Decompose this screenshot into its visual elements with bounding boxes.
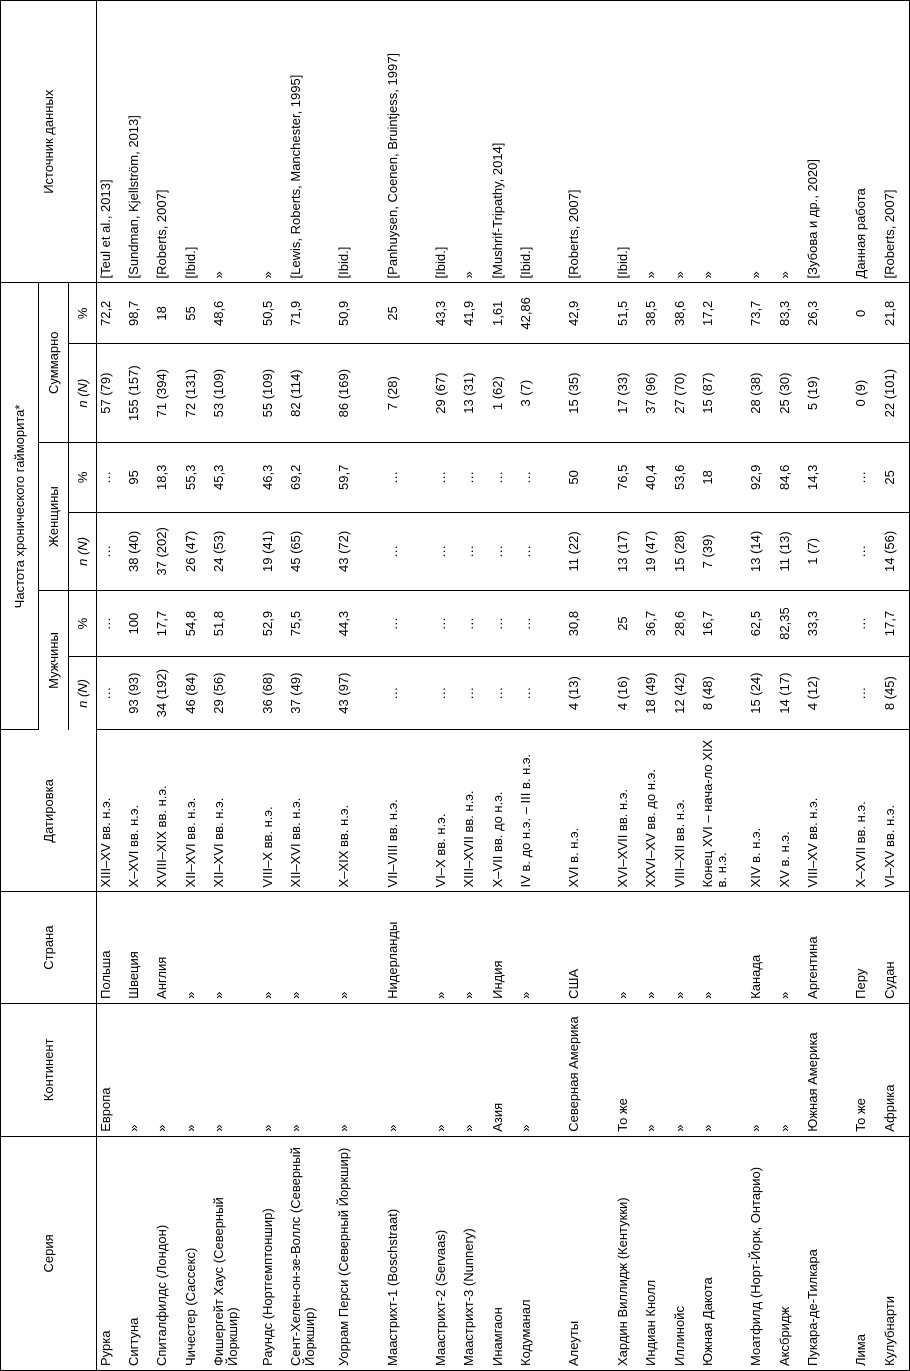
table-row: [881, 1, 910, 1371]
table-row: [153, 1, 181, 1371]
dating-cell: XIII–XV вв. н.э.: [97, 730, 125, 892]
women-n-cell: …: [517, 512, 565, 590]
men-n-cell: 29 (56): [210, 656, 258, 729]
total-pct-cell: 50,5: [259, 283, 287, 344]
country-cell: »: [460, 892, 488, 1003]
dating-cell: Конец XVI – нача-ло XIX в. н.э.: [699, 730, 747, 892]
series-cell: Чичестер (Сассекс): [182, 1247, 198, 1366]
women-n-cell: 24 (53): [210, 512, 258, 590]
table-row: [699, 1, 747, 1371]
women-n-cell: 1 (7): [804, 512, 852, 590]
men-n-cell: 14 (17): [776, 656, 804, 729]
total-n-cell: 3 (7): [517, 344, 565, 443]
women-n-cell: 7 (39): [699, 512, 747, 590]
women-n-cell: …: [432, 512, 460, 590]
series-cell: Индиан Кнолл: [643, 1279, 659, 1366]
total-n-cell: 17 (33): [614, 344, 642, 443]
header-women: Женщины: [39, 443, 69, 591]
men-pct-cell: …: [489, 591, 517, 657]
total-pct-cell: 21,8: [881, 283, 910, 344]
country-cell: Аргентина: [804, 892, 852, 1003]
dating-cell: X–XVII вв. н.э.: [852, 730, 880, 892]
women-pct-cell: 45,3: [210, 443, 258, 513]
table-row: [776, 1, 804, 1371]
total-pct-cell: 38,6: [671, 283, 699, 344]
dating-cell: VIII–X вв. н.э.: [259, 730, 287, 892]
women-n-cell: …: [852, 512, 880, 590]
continent-cell: »: [747, 1003, 775, 1136]
total-n-cell: 7 (28): [384, 344, 432, 443]
table-row: [747, 1, 775, 1371]
source-cell: [Roberts, 2007]: [565, 1, 613, 283]
total-n-cell: 82 (114): [287, 344, 335, 443]
total-n-cell: 13 (31): [460, 344, 488, 443]
women-n-cell: 43 (72): [335, 512, 383, 590]
dating-cell: XVIII–XIX вв. н.э.: [153, 730, 181, 892]
women-pct-cell: 50: [565, 443, 613, 513]
men-n-cell: …: [97, 656, 125, 729]
series-cell: Иллинойс: [671, 1306, 687, 1366]
table-row: [489, 1, 517, 1371]
continent-cell: »: [432, 1003, 460, 1136]
source-cell: [Mushrif-Tripathy, 2014]: [489, 1, 517, 283]
header-series: Серия: [1, 1136, 97, 1370]
total-pct-cell: 98,7: [125, 283, 153, 344]
dating-cell: VIII–XII вв. н.э.: [671, 730, 699, 892]
continent-cell: Европа: [97, 1003, 125, 1136]
total-n-cell: 28 (38): [747, 344, 775, 443]
men-pct-cell: 28,6: [671, 591, 699, 657]
table-row: [384, 1, 432, 1371]
men-pct-cell: 51,8: [210, 591, 258, 657]
women-n-cell: 38 (40): [125, 512, 153, 590]
total-n-cell: 71 (394): [153, 344, 181, 443]
dating-cell: XIII–XVII вв. н.э.: [460, 730, 488, 892]
men-n-cell: 37 (49): [287, 656, 335, 729]
country-cell: »: [776, 892, 804, 1003]
series-cell: Инамгаон: [489, 1307, 505, 1366]
men-pct-cell: 30,8: [565, 591, 613, 657]
header-country: Страна: [1, 892, 97, 1003]
men-pct-cell: …: [97, 591, 125, 657]
total-n-cell: 15 (35): [565, 344, 613, 443]
country-cell: »: [432, 892, 460, 1003]
dating-cell: VI–XV вв. н.э.: [881, 730, 910, 892]
women-n-cell: 13 (14): [747, 512, 775, 590]
women-pct-cell: 46,3: [259, 443, 287, 513]
men-n-cell: 8 (45): [881, 656, 910, 729]
header-dating: Датировка: [1, 730, 97, 892]
men-pct-cell: 100: [125, 591, 153, 657]
women-pct-cell: 40,4: [642, 443, 670, 513]
dating-cell: XII–XVI вв. н.э.: [210, 730, 258, 892]
men-n-cell: …: [489, 656, 517, 729]
women-n-cell: 26 (47): [182, 512, 210, 590]
dating-cell: XII–XVI вв. н.э.: [287, 730, 335, 892]
total-pct-cell: 38,5: [642, 283, 670, 344]
dating-cell: XVI–XVII вв. н.э.: [614, 730, 642, 892]
table-row: [432, 1, 460, 1371]
dating-cell: VII–VIII вв. н.э.: [384, 730, 432, 892]
table-row: [517, 1, 565, 1371]
men-n-cell: 34 (192): [153, 656, 181, 729]
total-pct-cell: 41,9: [460, 283, 488, 344]
series-cell: Хардин Виллидж (Кентукки): [614, 1197, 630, 1366]
men-pct-cell: 33,3: [804, 591, 852, 657]
source-cell: »: [671, 1, 699, 283]
dating-cell: XV в. н.э.: [776, 730, 804, 892]
continent-cell: »: [287, 1003, 335, 1136]
series-cell: Аксбридж: [776, 1306, 792, 1366]
men-pct-cell: …: [852, 591, 880, 657]
women-n-cell: …: [97, 512, 125, 590]
table-row: [125, 1, 153, 1371]
dating-cell: IV в. до н.э. – III в. н.э.: [517, 730, 565, 892]
men-pct-cell: 16,7: [699, 591, 747, 657]
country-cell: США: [565, 892, 613, 1003]
table-row: [287, 1, 335, 1371]
women-n-cell: …: [460, 512, 488, 590]
women-pct-cell: 14,3: [804, 443, 852, 513]
source-cell: Данная работа: [852, 1, 880, 283]
men-n-cell: …: [460, 656, 488, 729]
women-pct-cell: 92,9: [747, 443, 775, 513]
men-n-cell: 4 (16): [614, 656, 642, 729]
country-cell: Канада: [747, 892, 775, 1003]
series-cell: Уоррам Перси (Северный Йоркшир): [336, 1147, 352, 1366]
source-cell: »: [699, 1, 747, 283]
header-frequency: Частота хронического гайморита*: [1, 283, 39, 730]
source-cell: [Roberts, 2007]: [881, 1, 910, 283]
men-pct-cell: …: [384, 591, 432, 657]
table-row: [565, 1, 613, 1371]
table-row: [182, 1, 210, 1371]
source-cell: [Panhuysen, Coenen, Bruintjess, 1997]: [384, 1, 432, 283]
women-n-cell: 11 (13): [776, 512, 804, 590]
header-women-n: n (N): [69, 512, 97, 590]
country-cell: »: [335, 892, 383, 1003]
total-pct-cell: 26,3: [804, 283, 852, 344]
total-n-cell: 53 (109): [210, 344, 258, 443]
total-n-cell: 1 (62): [489, 344, 517, 443]
dating-cell: VI–X вв. н.э.: [432, 730, 460, 892]
dating-cell: XII–XVI вв. н.э.: [182, 730, 210, 892]
header-source: Источник данных: [1, 1, 97, 283]
men-pct-cell: 44,3: [335, 591, 383, 657]
series-cell: Спиталфилдс (Лондон): [154, 1224, 170, 1366]
source-cell: »: [642, 1, 670, 283]
men-pct-cell: 36,7: [642, 591, 670, 657]
men-n-cell: …: [432, 656, 460, 729]
header-total-n: n (N): [69, 344, 97, 443]
header-men-pct: %: [69, 591, 97, 657]
total-pct-cell: 43,3: [432, 283, 460, 344]
total-n-cell: 22 (101): [881, 344, 910, 443]
total-pct-cell: 83,3: [776, 283, 804, 344]
total-n-cell: 15 (87): [699, 344, 747, 443]
continent-cell: »: [460, 1003, 488, 1136]
table-row: [642, 1, 670, 1371]
men-pct-cell: 17,7: [881, 591, 910, 657]
women-pct-cell: …: [432, 443, 460, 513]
source-cell: »: [776, 1, 804, 283]
men-n-cell: 43 (97): [335, 656, 383, 729]
women-pct-cell: 53,6: [671, 443, 699, 513]
source-cell: [Ibid.]: [614, 1, 642, 283]
total-pct-cell: 48,6: [210, 283, 258, 344]
women-pct-cell: …: [460, 443, 488, 513]
total-pct-cell: 71,9: [287, 283, 335, 344]
men-n-cell: …: [517, 656, 565, 729]
table-body: [97, 1, 910, 1371]
continent-cell: »: [125, 1003, 153, 1136]
women-pct-cell: …: [384, 443, 432, 513]
country-cell: »: [671, 892, 699, 1003]
source-cell: »: [460, 1, 488, 283]
country-cell: »: [287, 892, 335, 1003]
country-cell: »: [517, 892, 565, 1003]
men-pct-cell: …: [460, 591, 488, 657]
women-pct-cell: 18: [699, 443, 747, 513]
continent-cell: »: [210, 1003, 258, 1136]
dating-cell: XXVI–XV вв. до н.э.: [642, 730, 670, 892]
header-women-pct: %: [69, 443, 97, 513]
source-cell: [Ibid.]: [182, 1, 210, 283]
total-pct-cell: 72,2: [97, 283, 125, 344]
total-n-cell: 55 (109): [259, 344, 287, 443]
men-pct-cell: 17,7: [153, 591, 181, 657]
total-pct-cell: 0: [852, 283, 880, 344]
dating-cell: VIII–XV вв. н.э.: [804, 730, 852, 892]
men-pct-cell: 75,5: [287, 591, 335, 657]
women-n-cell: 14 (56): [881, 512, 910, 590]
dating-cell: XVI в. н.э.: [565, 730, 613, 892]
women-pct-cell: 76,5: [614, 443, 642, 513]
table-row: [614, 1, 642, 1371]
country-cell: Судан: [881, 892, 910, 1003]
series-cell: Моатфилд (Норт-Йорк, Онтарио): [748, 1166, 764, 1366]
country-cell: »: [259, 892, 287, 1003]
men-n-cell: 36 (68): [259, 656, 287, 729]
women-pct-cell: …: [852, 443, 880, 513]
series-cell: Алеуты: [566, 1320, 582, 1366]
men-pct-cell: 82,35: [776, 591, 804, 657]
total-n-cell: 29 (67): [432, 344, 460, 443]
total-pct-cell: 55: [182, 283, 210, 344]
source-cell: »: [747, 1, 775, 283]
continent-cell: Северная Америка: [565, 1003, 613, 1136]
total-pct-cell: 51,5: [614, 283, 642, 344]
continent-cell: Азия: [489, 1003, 517, 1136]
men-n-cell: 15 (24): [747, 656, 775, 729]
women-n-cell: …: [384, 512, 432, 590]
total-pct-cell: 17,2: [699, 283, 747, 344]
continent-cell: Африка: [881, 1003, 910, 1136]
women-pct-cell: 25: [881, 443, 910, 513]
total-n-cell: 25 (30): [776, 344, 804, 443]
continent-cell: То же: [614, 1003, 642, 1136]
header-men: Мужчины: [39, 591, 69, 730]
series-cell: Маастрихт-2 (Servaas): [432, 1229, 448, 1366]
table-header: [1, 1, 97, 1371]
continent-cell: Южная Америка: [804, 1003, 852, 1136]
table-row: [97, 1, 125, 1371]
continent-cell: То же: [852, 1003, 880, 1136]
women-pct-cell: …: [517, 443, 565, 513]
women-pct-cell: …: [97, 443, 125, 513]
dating-cell: X–VII вв. до н.э.: [489, 730, 517, 892]
country-cell: »: [642, 892, 670, 1003]
men-n-cell: 4 (12): [804, 656, 852, 729]
country-cell: »: [210, 892, 258, 1003]
total-n-cell: 155 (157): [125, 344, 153, 443]
total-pct-cell: 42,86: [517, 283, 565, 344]
men-n-cell: 93 (93): [125, 656, 153, 729]
continent-cell: »: [642, 1003, 670, 1136]
series-cell: Фишергейт Хаус (Северный Йоркшир): [211, 1197, 241, 1366]
women-n-cell: 37 (202): [153, 512, 181, 590]
series-cell: Южная Дакота: [700, 1277, 716, 1366]
men-pct-cell: …: [432, 591, 460, 657]
women-n-cell: …: [489, 512, 517, 590]
men-n-cell: 8 (48): [699, 656, 747, 729]
series-cell: Сент-Хелен-он-зе-Воллс (Северный Йоркшир): [288, 1147, 318, 1366]
source-cell: »: [259, 1, 287, 283]
source-cell: [Lewis, Roberts, Manchester, 1995]: [287, 1, 335, 283]
source-cell: [Sundman, Kjellström, 2013]: [125, 1, 153, 283]
country-cell: Англия: [153, 892, 181, 1003]
women-n-cell: 19 (41): [259, 512, 287, 590]
continent-cell: »: [335, 1003, 383, 1136]
total-n-cell: 86 (169): [335, 344, 383, 443]
source-cell: [Teul et al., 2013]: [97, 1, 125, 283]
continent-cell: »: [153, 1003, 181, 1136]
women-pct-cell: 84,6: [776, 443, 804, 513]
table-row: [210, 1, 258, 1371]
dating-cell: XIV в. н.э.: [747, 730, 775, 892]
total-pct-cell: 18: [153, 283, 181, 344]
source-cell: [Ibid.]: [432, 1, 460, 283]
men-n-cell: 4 (13): [565, 656, 613, 729]
source-cell: [Roberts, 2007]: [153, 1, 181, 283]
table-row: [852, 1, 880, 1371]
women-pct-cell: 69,2: [287, 443, 335, 513]
source-cell: [Ibid.]: [517, 1, 565, 283]
women-n-cell: 13 (17): [614, 512, 642, 590]
series-cell: Раундс (Нортгемптоншир): [259, 1208, 275, 1366]
women-n-cell: 15 (28): [671, 512, 699, 590]
total-n-cell: 5 (19): [804, 344, 852, 443]
total-n-cell: 37 (96): [642, 344, 670, 443]
total-pct-cell: 25: [384, 283, 432, 344]
series-cell: Рурка: [98, 1330, 113, 1366]
women-n-cell: 45 (65): [287, 512, 335, 590]
table-row: [335, 1, 383, 1371]
total-n-cell: 0 (9): [852, 344, 880, 443]
series-cell: Кодуманал: [518, 1299, 534, 1366]
table-row: [259, 1, 287, 1371]
country-cell: Швеция: [125, 892, 153, 1003]
source-cell: [Ibid.]: [335, 1, 383, 283]
continent-cell: »: [517, 1003, 565, 1136]
men-pct-cell: 54,8: [182, 591, 210, 657]
women-n-cell: 11 (22): [565, 512, 613, 590]
header-total: Суммарно: [39, 283, 69, 443]
series-cell: Лима: [853, 1334, 869, 1366]
men-pct-cell: 52,9: [259, 591, 287, 657]
country-cell: »: [614, 892, 642, 1003]
country-cell: Перу: [852, 892, 880, 1003]
series-cell: Маастрихт-1 (Boschstraat): [384, 1208, 400, 1366]
total-n-cell: 57 (79): [97, 344, 125, 443]
total-pct-cell: 42,9: [565, 283, 613, 344]
series-cell: Кулубнарти: [881, 1295, 897, 1366]
continent-cell: »: [776, 1003, 804, 1136]
women-n-cell: 19 (47): [642, 512, 670, 590]
country-cell: Нидерланды: [384, 892, 432, 1003]
total-n-cell: 27 (70): [671, 344, 699, 443]
country-cell: »: [699, 892, 747, 1003]
total-pct-cell: 1,61: [489, 283, 517, 344]
header-continent: Континент: [1, 1003, 97, 1136]
table-row: [460, 1, 488, 1371]
header-total-pct: %: [69, 283, 97, 344]
series-cell: Сигтуна: [125, 1317, 141, 1366]
country-cell: Индия: [489, 892, 517, 1003]
continent-cell: »: [259, 1003, 287, 1136]
total-pct-cell: 73,7: [747, 283, 775, 344]
total-n-cell: 72 (131): [182, 344, 210, 443]
women-pct-cell: 18,3: [153, 443, 181, 513]
series-cell: Маастрихт-3 (Nunnery): [461, 1228, 477, 1366]
table-row: [671, 1, 699, 1371]
header-men-n: n (N): [69, 656, 97, 729]
men-n-cell: …: [384, 656, 432, 729]
continent-cell: »: [671, 1003, 699, 1136]
dating-cell: X–XIX вв. н.э.: [335, 730, 383, 892]
source-cell: »: [210, 1, 258, 283]
country-cell: »: [182, 892, 210, 1003]
source-cell: [Зубова и др., 2020]: [804, 1, 852, 283]
men-pct-cell: …: [517, 591, 565, 657]
men-n-cell: 18 (49): [642, 656, 670, 729]
country-cell: Польша: [97, 892, 125, 1003]
men-n-cell: 12 (42): [671, 656, 699, 729]
women-pct-cell: 95: [125, 443, 153, 513]
dating-cell: X–XVI вв. н.э.: [125, 730, 153, 892]
men-n-cell: 46 (84): [182, 656, 210, 729]
men-pct-cell: 62,5: [747, 591, 775, 657]
men-n-cell: …: [852, 656, 880, 729]
table-row: [804, 1, 852, 1371]
women-pct-cell: …: [489, 443, 517, 513]
continent-cell: »: [182, 1003, 210, 1136]
continent-cell: »: [699, 1003, 747, 1136]
total-pct-cell: 50,9: [335, 283, 383, 344]
men-pct-cell: 25: [614, 591, 642, 657]
series-cell: Пукара-де-Тилкара: [805, 1249, 821, 1366]
continent-cell: »: [384, 1003, 432, 1136]
women-pct-cell: 55,3: [182, 443, 210, 513]
women-pct-cell: 59,7: [335, 443, 383, 513]
